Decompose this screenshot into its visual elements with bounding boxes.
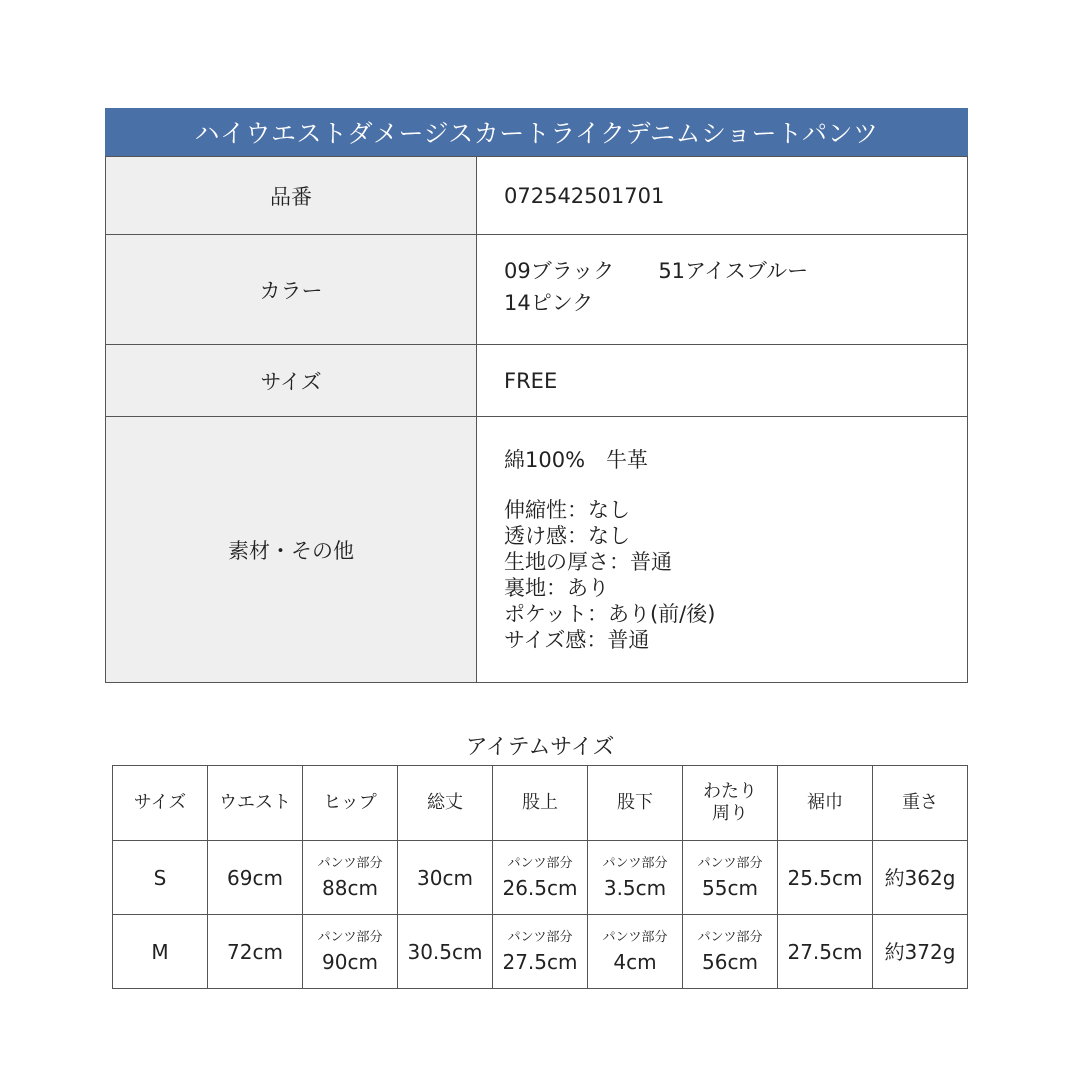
header-hem: 裾巾 bbox=[778, 766, 873, 841]
material-detail: 生地の厚さ：普通 bbox=[504, 550, 672, 574]
table-row bbox=[113, 841, 968, 915]
color-option: 09ブラック bbox=[504, 258, 615, 283]
spec-row-color bbox=[106, 235, 968, 345]
cell-sublabel: パンツ部分 bbox=[317, 929, 383, 945]
cell-sublabel: パンツ部分 bbox=[317, 855, 383, 871]
cell-weight: 約362g bbox=[873, 841, 968, 915]
cell-size: M bbox=[113, 915, 208, 989]
cell-inseam bbox=[588, 915, 683, 989]
color-option: 14ピンク bbox=[504, 290, 594, 315]
cell-sublabel: パンツ部分 bbox=[602, 855, 668, 871]
spec-value-size: FREE bbox=[477, 345, 968, 417]
cell-size: S bbox=[113, 841, 208, 915]
header-hip: ヒップ bbox=[303, 766, 398, 841]
material-detail: 伸縮性：なし bbox=[504, 498, 630, 522]
cell-sublabel: パンツ部分 bbox=[507, 929, 573, 945]
cell-value: 4cm bbox=[613, 949, 657, 974]
cell-hem: 27.5cm bbox=[778, 915, 873, 989]
size-table-caption: アイテムサイズ bbox=[465, 735, 615, 760]
cell-hip bbox=[303, 841, 398, 915]
cell-value: 56cm bbox=[702, 949, 758, 974]
cell-value: 3.5cm bbox=[603, 875, 667, 900]
cell-thigh bbox=[683, 841, 778, 915]
header-inseam: 股下 bbox=[588, 766, 683, 841]
spec-label-color: カラー bbox=[106, 235, 477, 345]
header-thigh: わたり 周り bbox=[683, 766, 778, 841]
cell-value: 27.5cm bbox=[502, 949, 578, 974]
header-rise: 股上 bbox=[493, 766, 588, 841]
cell-sublabel: パンツ部分 bbox=[697, 855, 763, 871]
spec-value-code: 072542501701 bbox=[477, 157, 968, 235]
color-option: 51アイスブルー bbox=[658, 258, 809, 283]
size-table-header bbox=[113, 766, 968, 841]
material-composition: 綿100% 牛革 bbox=[504, 448, 649, 472]
cell-sublabel: パンツ部分 bbox=[602, 929, 668, 945]
spec-table bbox=[105, 156, 968, 683]
material-detail: ポケット：あり(前/後) bbox=[504, 602, 716, 626]
cell-length: 30cm bbox=[398, 841, 493, 915]
spec-row-size bbox=[106, 345, 968, 417]
cell-value: 26.5cm bbox=[502, 875, 578, 900]
material-detail: 裏地：あり bbox=[504, 576, 609, 600]
spec-row-material bbox=[106, 417, 968, 683]
cell-length: 30.5cm bbox=[398, 915, 493, 989]
spec-row-code bbox=[106, 157, 968, 235]
spec-value-material bbox=[477, 417, 968, 683]
spec-value-color bbox=[477, 235, 968, 345]
cell-waist: 69cm bbox=[208, 841, 303, 915]
cell-value: 90cm bbox=[322, 949, 378, 974]
cell-value: 55cm bbox=[702, 875, 758, 900]
table-row bbox=[113, 915, 968, 989]
material-detail: サイズ感：普通 bbox=[504, 628, 650, 652]
color-line-1 bbox=[504, 258, 967, 284]
color-line-2 bbox=[504, 290, 967, 316]
header-length: 総丈 bbox=[398, 766, 493, 841]
cell-sublabel: パンツ部分 bbox=[507, 855, 573, 871]
cell-hip bbox=[303, 915, 398, 989]
cell-rise bbox=[493, 915, 588, 989]
cell-hem: 25.5cm bbox=[778, 841, 873, 915]
spec-label-size: サイズ bbox=[106, 345, 477, 417]
cell-waist: 72cm bbox=[208, 915, 303, 989]
material-detail: 透け感：なし bbox=[504, 524, 630, 548]
cell-inseam bbox=[588, 841, 683, 915]
header-waist: ウエスト bbox=[208, 766, 303, 841]
cell-rise bbox=[493, 841, 588, 915]
header-weight: 重さ bbox=[873, 766, 968, 841]
spec-label-code: 品番 bbox=[106, 157, 477, 235]
cell-weight: 約372g bbox=[873, 915, 968, 989]
spec-label-material: 素材・その他 bbox=[106, 417, 477, 683]
product-title: ハイウエストダメージスカートライクデニムショートパンツ bbox=[105, 108, 968, 156]
cell-thigh bbox=[683, 915, 778, 989]
cell-sublabel: パンツ部分 bbox=[697, 929, 763, 945]
size-table bbox=[112, 765, 968, 989]
header-size: サイズ bbox=[113, 766, 208, 841]
cell-value: 88cm bbox=[322, 875, 378, 900]
